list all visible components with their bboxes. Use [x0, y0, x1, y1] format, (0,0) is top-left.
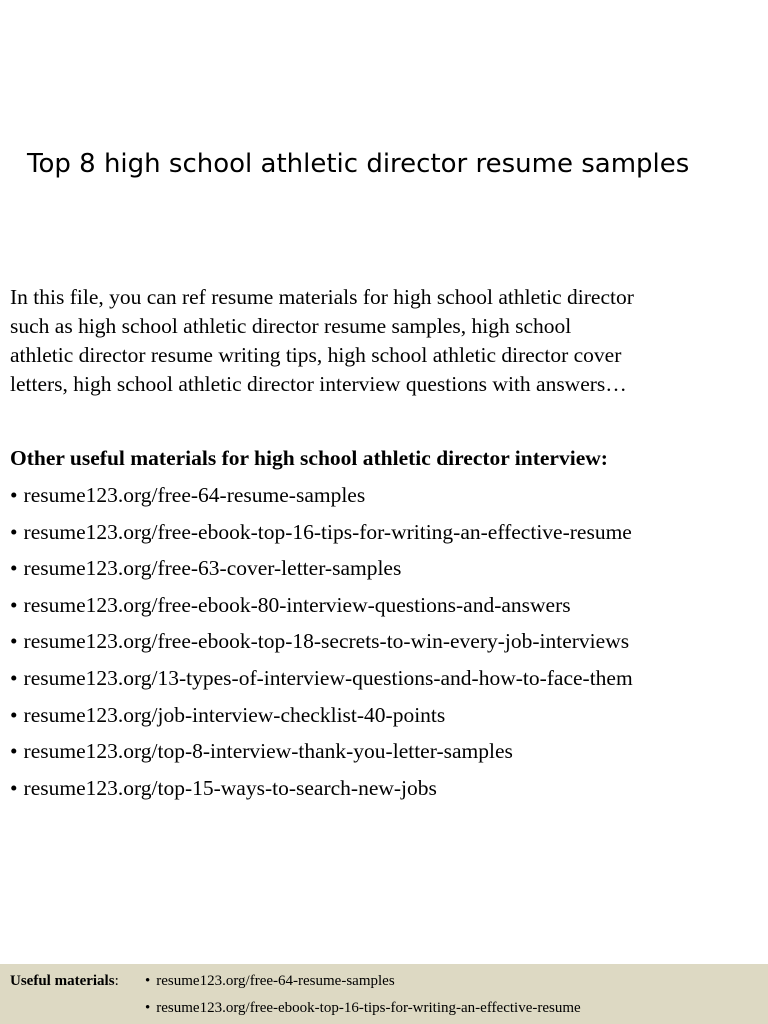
- useful-materials-footer: [0, 964, 768, 1024]
- footer-label-text: Useful materials: [10, 973, 115, 989]
- intro-line: such as high school athletic director resume samples, high school: [10, 314, 572, 338]
- list-item: [10, 700, 633, 737]
- material-link[interactable]: resume123.org/free-ebook-80-interview-questions-and-answers: [23, 592, 571, 617]
- material-link[interactable]: resume123.org/job-interview-checklist-40-points: [23, 702, 446, 727]
- material-link[interactable]: resume123.org/free-ebook-top-16-tips-for-writing-an-effective-resume: [23, 519, 632, 544]
- bullet-icon: •: [10, 592, 18, 617]
- footer-link-item: [145, 973, 395, 990]
- list-item: [10, 626, 633, 663]
- list-item: [10, 663, 633, 700]
- list-item: [10, 590, 633, 627]
- footer-label: [10, 973, 119, 990]
- list-item: [10, 736, 633, 773]
- material-link[interactable]: resume123.org/free-63-cover-letter-samples: [23, 556, 402, 581]
- list-item: [10, 517, 633, 554]
- materials-link-list: [10, 480, 633, 809]
- material-link[interactable]: resume123.org/free-64-resume-samples: [23, 483, 366, 507]
- other-materials-heading: Other useful materials for high school athletic director interview:: [10, 446, 608, 470]
- list-item: [10, 553, 633, 590]
- intro-line: In this file, you can ref resume materials for high school athletic director: [10, 285, 634, 309]
- material-link[interactable]: resume123.org/top-8-interview-thank-you-letter-samples: [23, 739, 513, 764]
- list-item: [10, 480, 633, 517]
- material-link[interactable]: resume123.org/top-15-ways-to-search-new-jobs: [23, 775, 437, 800]
- footer-link[interactable]: resume123.org/free-64-resume-samples: [156, 973, 395, 989]
- list-item: [10, 773, 633, 810]
- bullet-icon: •: [10, 519, 18, 544]
- material-link[interactable]: resume123.org/free-ebook-top-18-secrets-to-win-every-job-interviews: [23, 629, 630, 654]
- bullet-icon: •: [10, 702, 18, 727]
- footer-link-item: [145, 1000, 581, 1017]
- footer-label-separator: :: [114, 973, 119, 989]
- page-title: Top 8 high school athletic director resume samples: [27, 149, 690, 179]
- footer-link[interactable]: resume123.org/free-ebook-top-16-tips-for-writing-an-effective-resume: [156, 1000, 581, 1016]
- intro-paragraph: [10, 283, 760, 399]
- intro-line: athletic director resume writing tips, high school athletic director cover: [10, 343, 622, 367]
- bullet-icon: •: [145, 973, 151, 989]
- intro-line: letters, high school athletic director interview questions with answers…: [10, 372, 627, 396]
- material-link[interactable]: resume123.org/13-types-of-interview-questions-and-how-to-face-them: [23, 665, 633, 690]
- bullet-icon: •: [10, 629, 18, 654]
- bullet-icon: •: [10, 483, 18, 507]
- bullet-icon: •: [10, 665, 18, 690]
- bullet-icon: •: [10, 739, 18, 764]
- bullet-icon: •: [10, 556, 18, 581]
- bullet-icon: •: [10, 775, 18, 800]
- bullet-icon: •: [145, 1000, 151, 1016]
